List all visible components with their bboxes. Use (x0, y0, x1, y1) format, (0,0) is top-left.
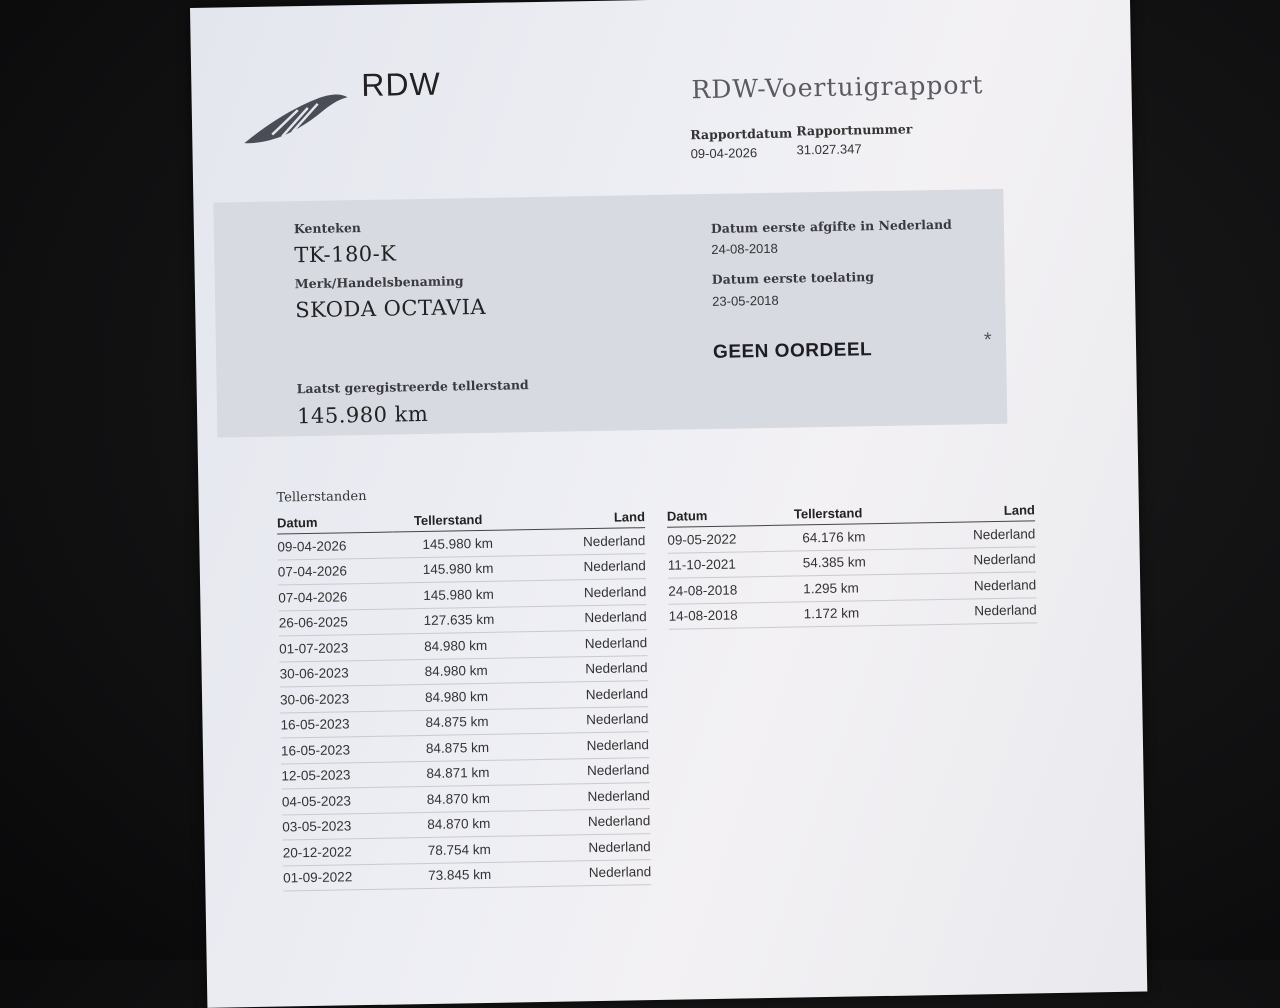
row-odometer: 54.385 km (773, 548, 935, 576)
row-odometer: 84.980 km (395, 682, 552, 710)
row-odometer: 1.172 km (773, 599, 935, 627)
last-odometer-label: Laatst geregistreerde tellerstand (296, 377, 529, 397)
row-date: 03-05-2023 (282, 813, 397, 841)
last-odometer-value: 145.980 km (296, 401, 429, 429)
row-country: Nederland (934, 521, 1035, 548)
row-country: Nederland (554, 834, 650, 861)
first-issue-nl-label: Datum eerste afgifte in Nederland (710, 216, 952, 236)
make-value: SKODA OCTAVIA (295, 294, 487, 323)
row-odometer: 127.635 km (394, 606, 551, 634)
col-header-date: Datum (277, 510, 392, 535)
row-date: 01-09-2022 (283, 864, 398, 892)
row-country: Nederland (550, 553, 646, 580)
row-date: 16-05-2023 (280, 711, 395, 739)
row-country: Nederland (550, 579, 646, 606)
row-odometer: 145.980 km (392, 529, 549, 557)
row-odometer: 73.845 km (398, 861, 555, 889)
row-odometer: 84.870 km (397, 810, 554, 838)
odometer-table-right (667, 498, 1037, 629)
row-country: Nederland (555, 859, 651, 886)
row-date: 24-08-2018 (668, 576, 773, 603)
verdict-text: GEEN OORDEEL (712, 339, 873, 363)
row-country: Nederland (935, 572, 1036, 599)
row-country: Nederland (549, 528, 645, 555)
col-header-odometer: Tellerstand (772, 500, 934, 525)
row-country: Nederland (552, 706, 648, 733)
brand-name: RDW (361, 65, 442, 104)
row-odometer: 145.980 km (393, 555, 550, 583)
plate-label: Kenteken (293, 220, 362, 237)
report-paper (190, 0, 1147, 1008)
plate-value: TK-180-K (294, 241, 397, 268)
row-odometer: 84.871 km (396, 759, 553, 787)
row-country: Nederland (935, 546, 1036, 573)
row-odometer: 84.980 km (394, 657, 551, 685)
row-odometer: 84.980 km (394, 631, 551, 659)
row-country: Nederland (935, 597, 1036, 624)
table-row (283, 859, 651, 891)
odometer-table-left (277, 505, 652, 891)
row-date: 01-07-2023 (279, 634, 394, 662)
row-odometer: 84.875 km (396, 733, 553, 761)
row-date: 11-10-2021 (668, 551, 773, 578)
row-date: 07-04-2026 (278, 583, 393, 611)
row-date: 30-06-2023 (279, 660, 394, 688)
report-date: 09-04-2026 (690, 145, 758, 162)
report-date-label: Rapportdatum (690, 125, 793, 143)
row-date: 16-05-2023 (281, 736, 396, 764)
first-admission-value: 23-05-2018 (712, 292, 779, 309)
row-country: Nederland (553, 757, 649, 784)
table-row (668, 597, 1036, 629)
row-country: Nederland (552, 681, 648, 708)
row-country: Nederland (554, 808, 650, 835)
row-date: 09-05-2022 (667, 525, 772, 552)
row-date: 12-05-2023 (281, 762, 396, 790)
row-country: Nederland (551, 630, 647, 657)
row-odometer: 84.875 km (395, 708, 552, 736)
row-odometer: 78.754 km (398, 835, 555, 863)
row-date: 09-04-2026 (277, 532, 392, 560)
report-number: 31.027.347 (796, 141, 862, 158)
row-date: 26-06-2025 (279, 609, 394, 637)
row-odometer: 1.295 km (773, 574, 935, 602)
row-date: 14-08-2018 (668, 602, 773, 629)
verdict-footnote-mark: * (983, 329, 992, 352)
first-issue-nl-value: 24-08-2018 (711, 240, 778, 257)
row-country: Nederland (553, 732, 649, 759)
row-country: Nederland (554, 783, 650, 810)
row-odometer: 145.980 km (393, 580, 550, 608)
col-header-date: Datum (667, 503, 772, 527)
report-title: RDW-Voertuigrapport (691, 70, 984, 105)
row-odometer: 64.176 km (772, 523, 934, 551)
col-header-odometer: Tellerstand (392, 507, 549, 532)
vehicle-summary-panel (213, 189, 1007, 438)
first-admission-label: Datum eerste toelating (711, 269, 875, 287)
row-country: Nederland (550, 604, 646, 631)
rdw-feather-logo-icon (241, 87, 352, 154)
report-number-label: Rapportnummer (796, 121, 913, 139)
row-date: 04-05-2023 (282, 787, 397, 815)
row-date: 07-04-2026 (278, 558, 393, 586)
row-date: 30-06-2023 (280, 685, 395, 713)
col-header-country: Land (549, 505, 645, 529)
row-country: Nederland (551, 655, 647, 682)
odometer-section-title: Tellerstanden (276, 488, 367, 506)
col-header-country: Land (934, 498, 1035, 522)
row-odometer: 84.870 km (397, 784, 554, 812)
row-date: 20-12-2022 (283, 838, 398, 866)
make-label: Merk/Handelsbenaming (294, 273, 464, 292)
